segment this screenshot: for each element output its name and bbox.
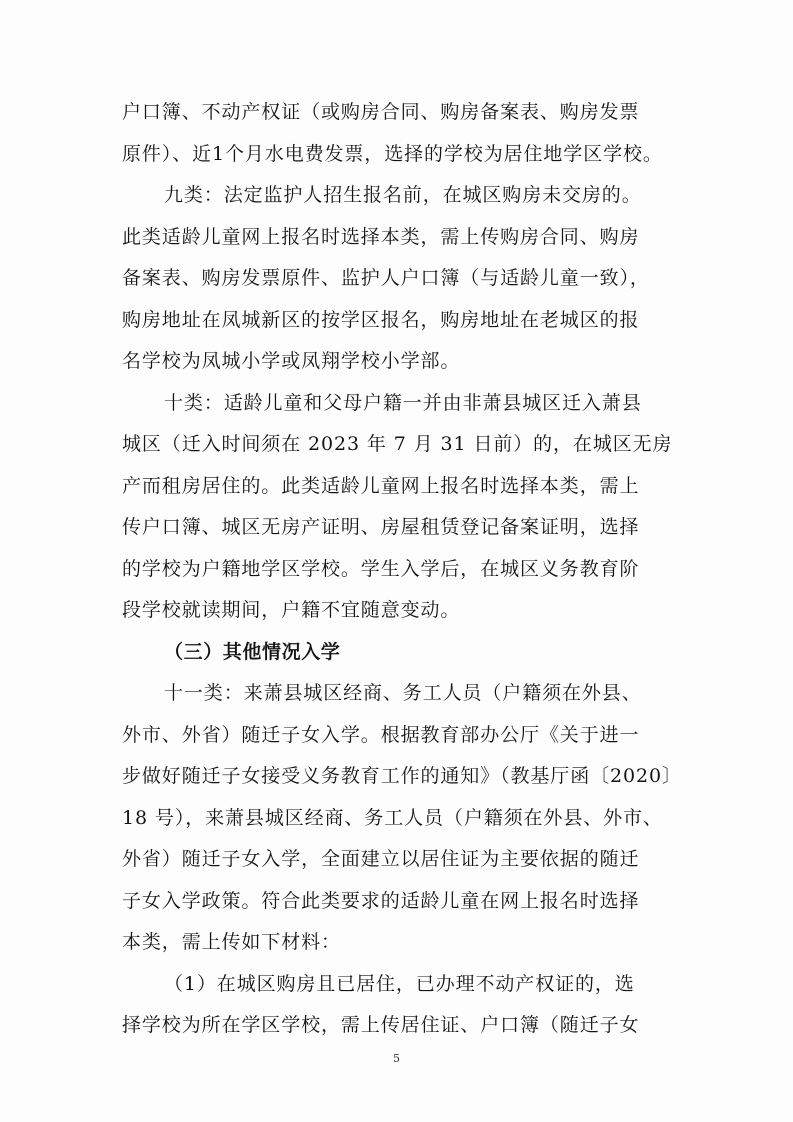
paragraph-start-line: （1）在城区购房且已居住，已办理不动产权证的，选 (164, 972, 635, 995)
document-body (122, 92, 682, 1047)
text-line: 户口簿、不动产权证（或购房合同、购房备案表、购房发票 (122, 101, 640, 123)
section-heading: （三）其他情况入学 (164, 640, 341, 663)
text-line: 购房地址在凤城新区的按学区报名，购房地址在老城区的报 (122, 308, 640, 331)
text-line: 城区（迁入时间须在 2023 年 7 月 31 日前）的，在城区无房 (122, 433, 673, 455)
paragraph-start-line: 十一类：来萧县城区经商、务工人员（户籍须在外县、 (164, 682, 642, 704)
text-line: 传户口簿、城区无房产证明、房屋租赁登记备案证明，选择 (122, 516, 640, 538)
text-line: 外省）随迁子女入学，全面建立以居住证为主要依据的随迁 (122, 848, 640, 870)
text-line: 段学校就读期间，户籍不宜随意变动。 (122, 599, 461, 621)
page-number: 5 (393, 1052, 400, 1065)
text-line: 的学校为户籍地学区学校。学生入学后，在城区义务教育阶 (122, 557, 640, 580)
text-line: 外市、外省）随迁子女入学。根据教育部办公厅《关于进一 (122, 723, 640, 746)
text-line: 此类适龄儿童网上报名时选择本类，需上传购房合同、购房 (122, 225, 640, 248)
paragraph-start-line: 九类：法定监护人招生报名前，在城区购房未交房的。 (164, 184, 642, 206)
text-line: 名学校为凤城小学或凤翔学校小学部。 (122, 350, 461, 372)
text-line: 择学校为所在学区学校，需上传居住证、户口簿（随迁子女 (122, 1014, 640, 1036)
text-line: 18 号），来萧县城区经商、务工人员（户籍须在外县、外市、 (122, 806, 663, 829)
text-line: 原件）、近1个月水电费发票，选择的学校为居住地学区学校。 (122, 142, 663, 165)
text-line: 子女入学政策。符合此类要求的适龄儿童在网上报名时选择 (122, 889, 640, 912)
paragraph-start-line: 十类：适龄儿童和父母户籍一并由非萧县城区迁入萧县 (164, 391, 642, 414)
text-line: 本类，需上传如下材料： (122, 931, 341, 953)
text-line: 备案表、购房发票原件、监护人户口簿（与适龄儿童一致）， (122, 267, 650, 289)
text-line: 产而租房居住的。此类适龄儿童网上报名时选择本类，需上 (122, 474, 640, 497)
text-line: 步做好随迁子女接受义务教育工作的通知》（教基厅函〔2020〕 (122, 765, 682, 787)
